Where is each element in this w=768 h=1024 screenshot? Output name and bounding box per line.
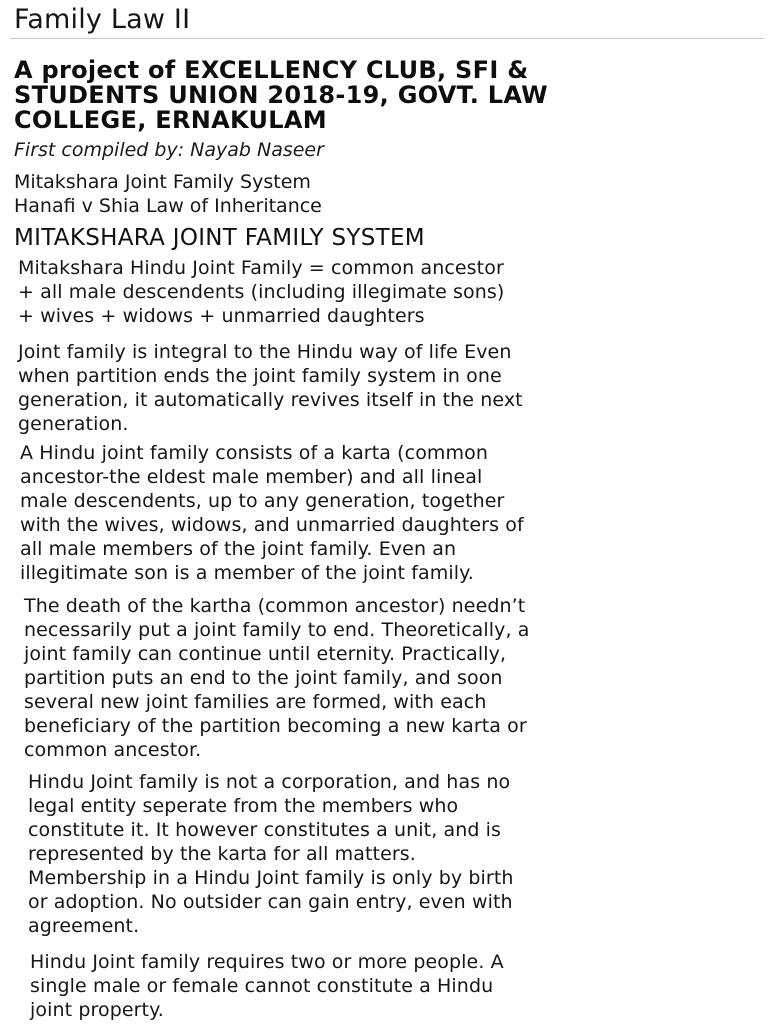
toc-item: Mitakshara Joint Family System (14, 171, 311, 193)
paragraph-line: + wives + widows + unmarried daughters (18, 305, 425, 327)
paragraph-line: ancestor-the eldest male member) and all lineal (20, 466, 483, 488)
section-heading: MITAKSHARA JOINT FAMILY SYSTEM (14, 225, 425, 251)
paragraph-membership-count (30, 950, 768, 1022)
paragraph-line: joint family can continue until eternity. Practically, (24, 643, 507, 665)
paragraph-line: A Hindu joint family consists of a karta (common (20, 442, 489, 464)
project-title (14, 58, 768, 133)
paragraph-line: common ancestor. (24, 739, 202, 761)
paragraph-line: Membership in a Hindu Joint family is only by birth (28, 867, 514, 889)
paragraph-integral (18, 340, 768, 436)
paragraph-definition (18, 256, 768, 328)
paragraph-line: agreement. (28, 915, 140, 937)
paragraph-line: generation, it automatically revives itself in the next (18, 389, 523, 411)
paragraph-line: generation. (18, 413, 129, 435)
paragraph-line: or adoption. No outsider can gain entry, even with (28, 891, 513, 913)
paragraph-line: partition puts an end to the joint family, and soon (24, 667, 503, 689)
paragraph-continuity (24, 594, 768, 762)
paragraph-line: Mitakshara Hindu Joint Family = common ancestor (18, 257, 504, 279)
document-header-title: Family Law II (14, 4, 191, 35)
paragraph-line: + all male descendents (including illegimate sons) (18, 281, 505, 303)
paragraph-line: with the wives, widows, and unmarried daughters of (20, 514, 524, 536)
paragraph-line: Joint family is integral to the Hindu way of life Even (18, 341, 512, 363)
paragraph-line: Hindu Joint family is not a corporation, and has no (28, 771, 511, 793)
compiled-by-credit: First compiled by: Nayab Naseer (14, 139, 324, 161)
paragraph-line: Hindu Joint family requires two or more people. A (30, 951, 504, 973)
paragraph-line: all male members of the joint family. Even an (20, 538, 457, 560)
project-title-line: STUDENTS UNION 2018-19, GOVT. LAW (14, 81, 548, 109)
paragraph-line: several new joint families are formed, with each (24, 691, 487, 713)
header-divider (10, 38, 764, 39)
paragraph-line: beneficiary of the partition becoming a new karta or (24, 715, 527, 737)
paragraph-line: constitute it. It however constitutes a unit, and is (28, 819, 502, 841)
toc-item: Hanafi v Shia Law of Inheritance (14, 195, 322, 217)
table-of-contents (14, 170, 768, 218)
paragraph-line: necessarily put a joint family to end. Theoretically, a (24, 619, 530, 641)
paragraph-line: when partition ends the joint family system in one (18, 365, 502, 387)
paragraph-composition (20, 441, 768, 585)
paragraph-line: represented by the karta for all matters. (28, 843, 416, 865)
paragraph-line: legal entity seperate from the members who (28, 795, 459, 817)
project-title-line: A project of EXCELLENCY CLUB, SFI & (14, 56, 529, 84)
project-title-line: COLLEGE, ERNAKULAM (14, 106, 327, 134)
paragraph-line: The death of the kartha (common ancestor) needn’t (24, 595, 526, 617)
paragraph-line: male descendents, up to any generation, together (20, 490, 505, 512)
paragraph-legal-entity (28, 770, 768, 938)
paragraph-line: illegitimate son is a member of the joint family. (20, 562, 474, 584)
paragraph-line: joint property. (30, 999, 164, 1021)
paragraph-line: single male or female cannot constitute a Hindu (30, 975, 494, 997)
